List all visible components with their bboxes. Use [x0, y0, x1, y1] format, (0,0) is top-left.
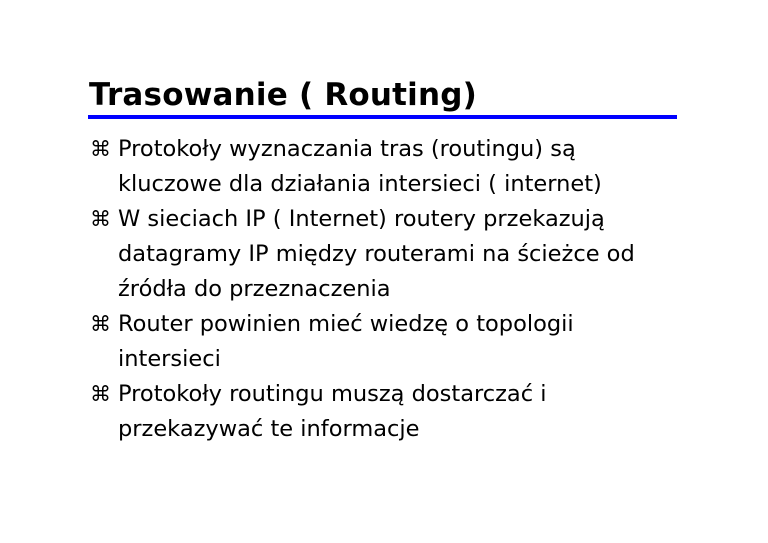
- bullet-text-line: kluczowe dla działania intersieci ( internet): [118, 171, 602, 197]
- bullet-text-line: datagramy IP między routerami na ścieżce od: [118, 241, 635, 267]
- bullet-text-line: intersieci: [118, 346, 221, 372]
- bullet-text-line: W sieciach IP ( Internet) routery przekazują: [118, 206, 605, 232]
- bullet-item: [90, 377, 690, 447]
- bullet-text-line: przekazywać te informacje: [118, 416, 420, 442]
- bullet-text-line: źródła do przeznaczenia: [118, 276, 391, 302]
- command-key-bullet-icon: ⌘: [90, 312, 111, 336]
- bullet-list: [90, 132, 690, 447]
- bullet-item: [90, 202, 690, 307]
- bullet-text-line: Protokoły routingu muszą dostarczać i: [118, 381, 547, 407]
- command-key-bullet-icon: ⌘: [90, 137, 111, 161]
- bullet-text-line: Router powinien mieć wiedzę o topologii: [118, 311, 574, 337]
- bullet-item: [90, 132, 690, 202]
- command-key-bullet-icon: ⌘: [90, 207, 111, 231]
- title-underline: [88, 115, 677, 119]
- slide-title: Trasowanie ( Routing): [89, 77, 478, 113]
- bullet-item: [90, 307, 690, 377]
- bullet-text-line: Protokoły wyznaczania tras (routingu) są: [118, 136, 576, 162]
- command-key-bullet-icon: ⌘: [90, 382, 111, 406]
